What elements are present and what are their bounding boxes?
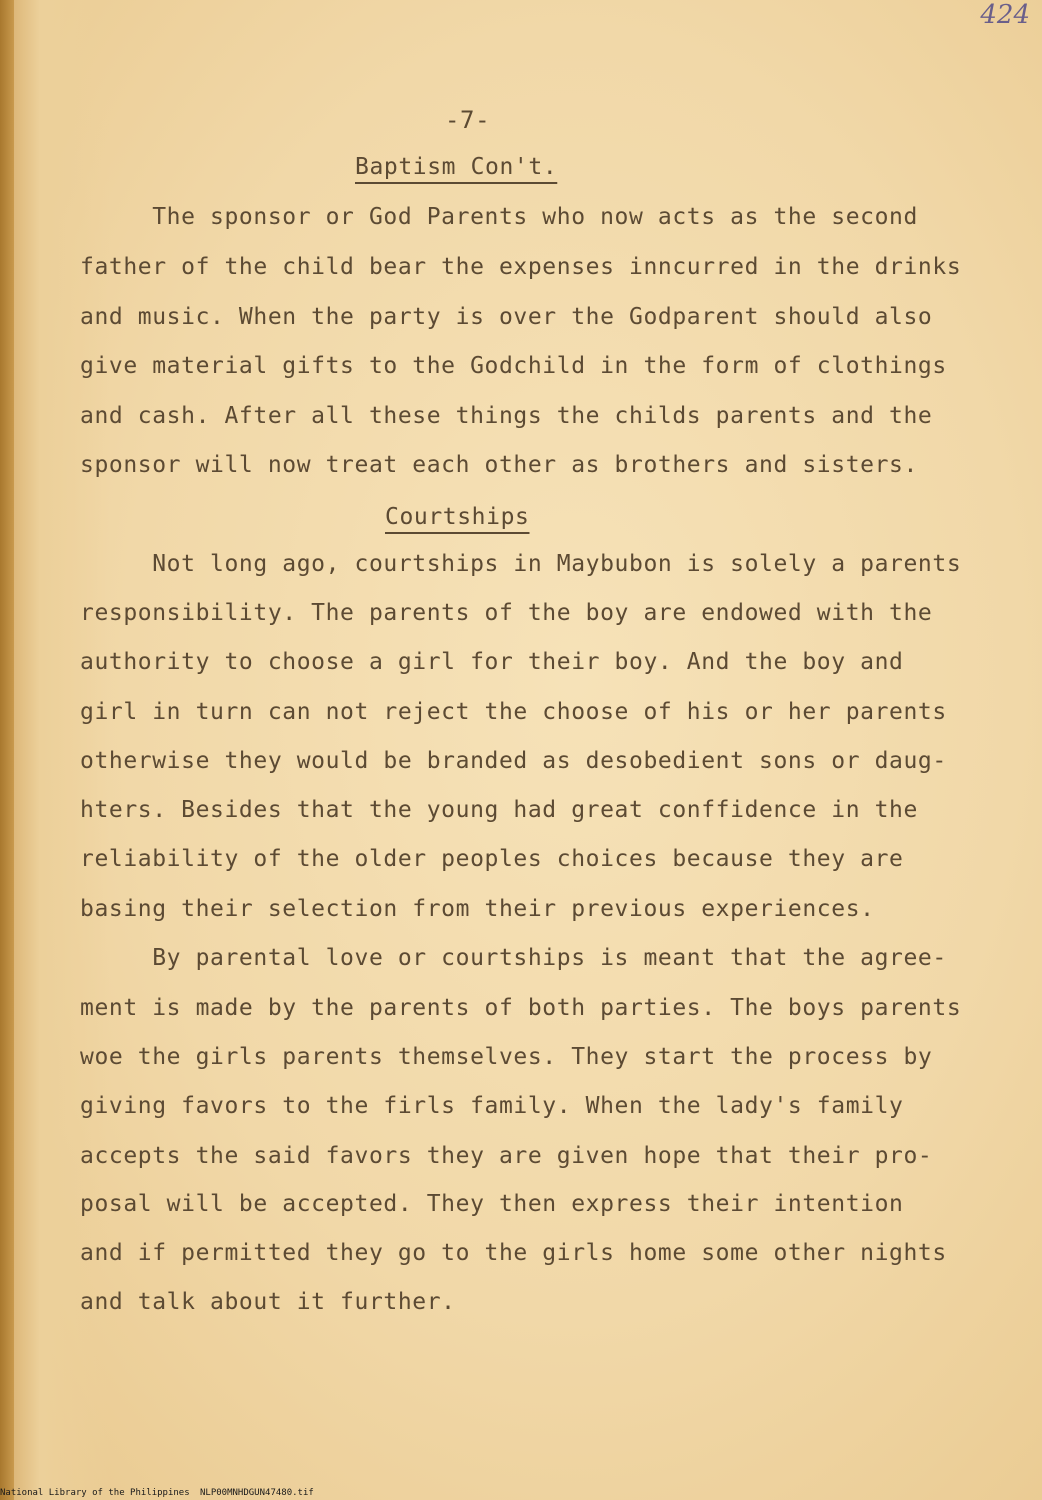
paragraph-2-line-4: girl in turn can not reject the choose of his or her parents bbox=[80, 699, 947, 725]
page-number: -7- bbox=[445, 106, 491, 134]
paragraph-3-line-8: and talk about it further. bbox=[80, 1289, 456, 1315]
paragraph-1-line-3: and music. When the party is over the Godparent should also bbox=[80, 304, 933, 330]
paragraph-2-line-5: otherwise they would be branded as desobedient sons or daug- bbox=[80, 748, 947, 774]
paragraph-3-line-6: posal will be accepted. They then express their intention bbox=[80, 1191, 904, 1217]
paragraph-1-line-4: give material gifts to the Godchild in the form of clothings bbox=[80, 353, 947, 379]
paragraph-1-line-2: father of the child bear the expenses inncurred in the drinks bbox=[80, 254, 962, 280]
heading-courtships: Courtships bbox=[385, 504, 530, 530]
paragraph-2-line-3: authority to choose a girl for their boy. And the boy and bbox=[80, 649, 904, 675]
paragraph-1-line-6: sponsor will now treat each other as brothers and sisters. bbox=[80, 452, 918, 478]
footer-library-name: National Library of the Philippines bbox=[0, 1488, 190, 1498]
paragraph-3-line-4: giving favors to the firls family. When the lady's family bbox=[80, 1093, 904, 1119]
paragraph-3-line-3: woe the girls parents themselves. They start the process by bbox=[80, 1044, 933, 1070]
paragraph-2-line-1: Not long ago, courtships in Maybubon is solely a parents bbox=[80, 551, 962, 577]
paragraph-2-line-8: basing their selection from their previous experiences. bbox=[80, 896, 875, 922]
footer-filename: NLP00MNHDGUN47480.tif bbox=[200, 1488, 314, 1498]
handwritten-page-number: 424 bbox=[980, 0, 1030, 30]
paragraph-2-line-7: reliability of the older peoples choices because they are bbox=[80, 846, 904, 872]
paragraph-3-line-5: accepts the said favors they are given hope that their pro- bbox=[80, 1143, 933, 1169]
paragraph-1-line-1: The sponsor or God Parents who now acts as the second bbox=[80, 204, 918, 230]
paragraph-2-line-6: hters. Besides that the young had great conffidence in the bbox=[80, 797, 918, 823]
paragraph-3-line-2: ment is made by the parents of both parties. The boys parents bbox=[80, 995, 962, 1021]
paragraph-1-line-5: and cash. After all these things the childs parents and the bbox=[80, 403, 933, 429]
paragraph-2-line-2: responsibility. The parents of the boy are endowed with the bbox=[80, 600, 933, 626]
heading-baptism: Baptism Con't. bbox=[355, 154, 558, 180]
page-binding-edge bbox=[0, 0, 14, 1500]
paragraph-3-line-1: By parental love or courtships is meant that the agree- bbox=[80, 945, 947, 971]
paragraph-3-line-7: and if permitted they go to the girls home some other nights bbox=[80, 1240, 947, 1266]
